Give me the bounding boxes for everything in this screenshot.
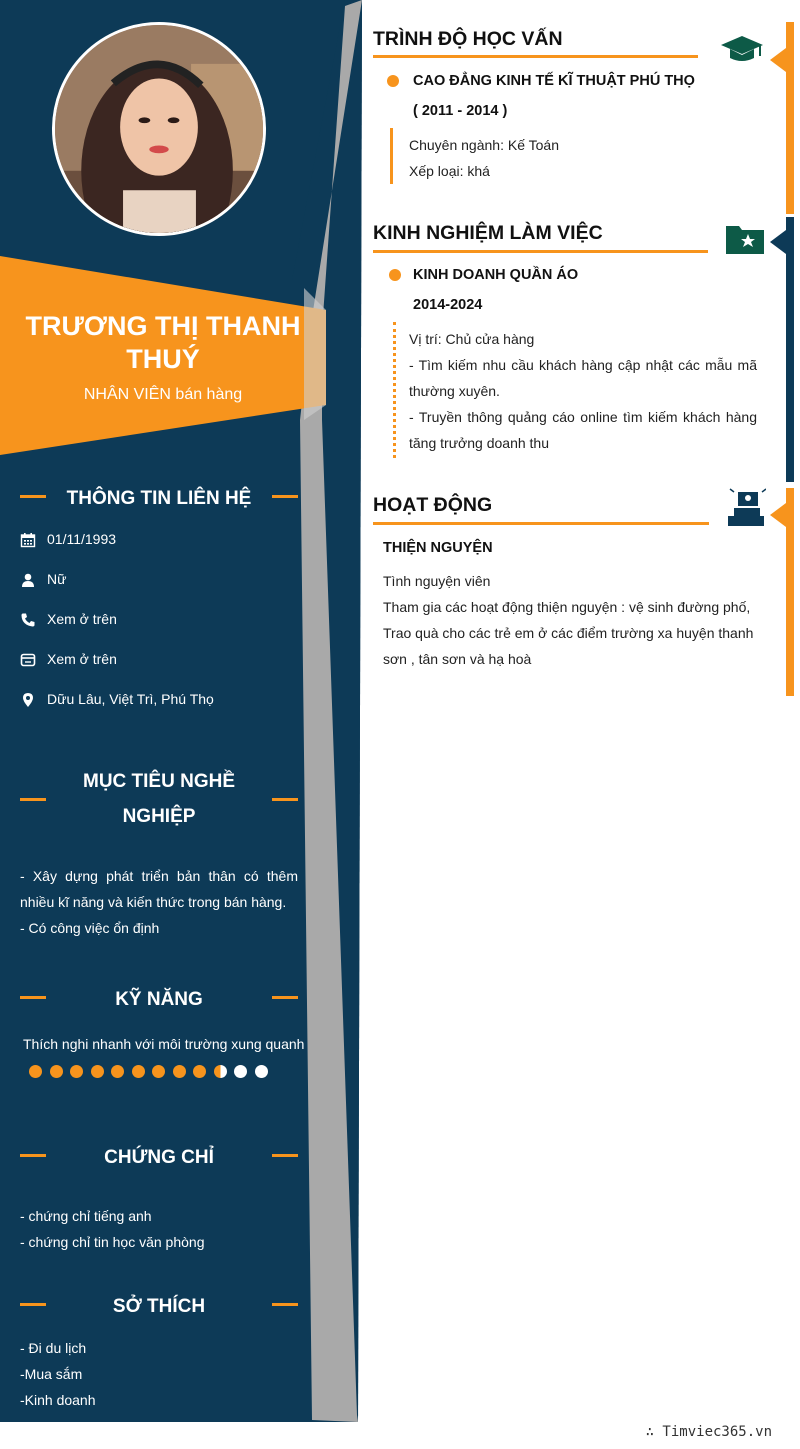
watermark: ∴ Timviec365.vn (645, 1424, 772, 1440)
experience-details: Vị trí: Chủ cửa hàng - Tìm kiếm nhu cầu khách hàng cập nhật các mẫu mã thường xuyên. - Truyền thông quảng cáo online tìm kiếm khách hàng tăng trưởng doanh thu (409, 331, 757, 451)
candidate-name (16, 310, 310, 376)
job-title: NHÂN VIÊN bán hàng (83, 386, 243, 403)
rating-dot (70, 1065, 83, 1078)
rating-dot (111, 1065, 124, 1078)
objective-text: - Xây dựng phát triển bản thân có thêm nhiều kĩ năng và kiến thức trong bán hàng. - Có công việc ổn định (20, 868, 298, 936)
list-item: -Kinh doanh (20, 1392, 96, 1408)
education-period: ( 2011 - 2014 ) (413, 103, 508, 119)
avatar (52, 22, 266, 236)
list-item: - chứng chỉ tiếng anh (20, 1208, 152, 1224)
timeline-dots (393, 322, 399, 458)
contact-birthday: 01/11/1993 (20, 530, 300, 550)
certificates-heading: CHỨNG CHỈ (20, 1140, 298, 1170)
email-icon (20, 652, 36, 668)
rating-dot (214, 1065, 227, 1078)
rating-dot (193, 1065, 206, 1078)
contact-email: Xem ở trên (20, 650, 300, 670)
skill-name: Thích nghi nhanh với môi trường xung quanh (23, 1036, 305, 1052)
activity-details: Tình nguyện viên Tham gia các hoạt động thiện nguyện : vệ sinh đường phố, Trao quà cho các trẻ em ở các điểm trường xa huyện thanh sơn , tân sơn và hạ hoà (383, 573, 754, 667)
experience-heading: KINH NGHIỆM LÀM VIỆC (373, 222, 603, 244)
timeline-bullet (389, 269, 401, 281)
contact-address: Dữu Lâu, Việt Trì, Phú Thọ (20, 690, 300, 710)
rating-dot (50, 1065, 63, 1078)
objective-heading: MỤC TIÊU NGHỀ NGHIỆP (20, 764, 298, 834)
activity-title: THIỆN NGUYỆN (383, 540, 493, 556)
hobbies-list (20, 1335, 298, 1413)
folder-star-icon (724, 222, 766, 256)
graduation-cap-icon (720, 34, 764, 64)
name-line-1: TRƯƠNG THỊ THANH (25, 311, 301, 341)
divider (373, 522, 709, 525)
list-item: - Đi du lịch (20, 1340, 87, 1356)
rating-dot (132, 1065, 145, 1078)
company-name: KINH DOANH QUẦN ÁO (413, 267, 579, 283)
certificates-list (20, 1203, 298, 1255)
location-icon (20, 692, 36, 708)
rating-dot (173, 1065, 186, 1078)
timeline-bar (390, 128, 393, 184)
education-heading: TRÌNH ĐỘ HỌC VẤN (373, 28, 563, 50)
rating-dot (152, 1065, 165, 1078)
rating-dot (91, 1065, 104, 1078)
phone-icon (20, 612, 36, 628)
rating-dot (29, 1065, 42, 1078)
contact-heading: THÔNG TIN LIÊN HỆ (20, 481, 298, 511)
rating-dot (234, 1065, 247, 1078)
list-item: - chứng chỉ tin học văn phòng (20, 1234, 205, 1250)
activities-heading: HOẠT ĐỘNG (373, 494, 493, 516)
podium-icon (726, 488, 766, 528)
timeline-bullet (387, 75, 399, 87)
contact-phone: Xem ở trên (20, 610, 300, 630)
divider (373, 250, 708, 253)
list-item: -Mua sắm (20, 1366, 83, 1382)
calendar-icon (20, 532, 36, 548)
hobbies-heading: SỞ THÍCH (20, 1289, 298, 1319)
education-details: Chuyên ngành: Kế Toán Xếp loại: khá (409, 137, 559, 179)
experience-period: 2014-2024 (413, 297, 483, 313)
skills-heading: KỸ NĂNG (20, 982, 298, 1012)
divider (373, 55, 698, 58)
name-line-2: THUÝ (126, 344, 200, 374)
contact-gender: Nữ (20, 570, 300, 590)
rating-dot (255, 1065, 268, 1078)
profile-photo (55, 25, 263, 233)
school-name: CAO ĐẲNG KINH TẾ KĨ THUẬT PHÚ THỌ (413, 73, 695, 89)
user-icon (20, 572, 36, 588)
